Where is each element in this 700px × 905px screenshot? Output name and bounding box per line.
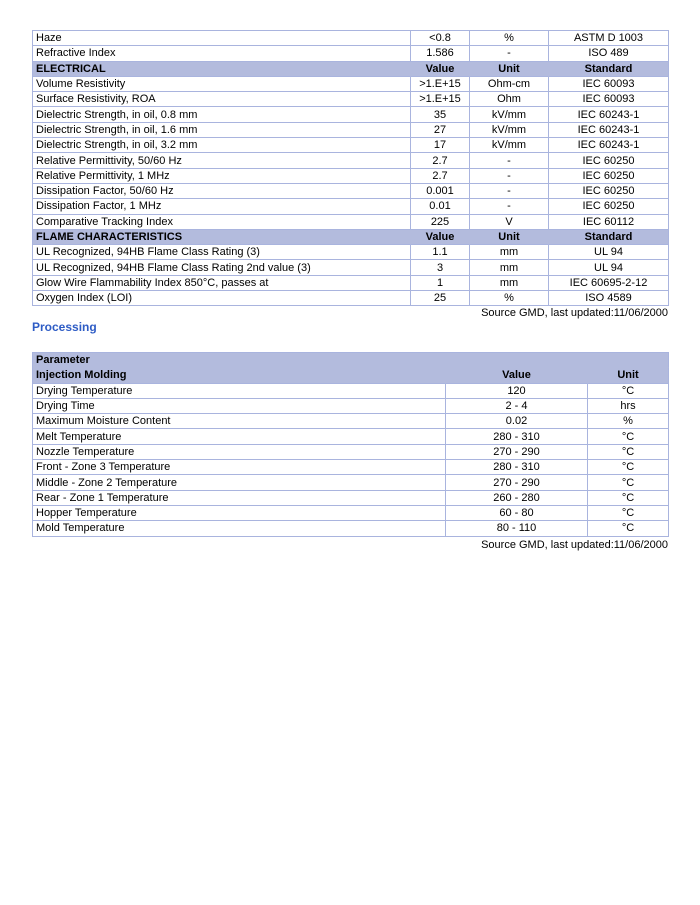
- table-row: [33, 46, 669, 61]
- value-cell: >1.E+15: [411, 92, 470, 107]
- unit-cell: -: [470, 46, 549, 61]
- value-cell: 1.586: [411, 46, 470, 61]
- table-row: [33, 77, 669, 92]
- property-cell: Dissipation Factor, 50/60 Hz: [33, 184, 411, 199]
- value-cell: 0.02: [446, 414, 588, 429]
- standard-cell: ISO 4589: [549, 291, 669, 306]
- parameter-cell: Nozzle Temperature: [33, 445, 446, 460]
- table-row: [33, 475, 669, 490]
- processing-heading: Processing: [32, 320, 97, 334]
- unit-cell: -: [470, 184, 549, 199]
- column-header-value: Value: [446, 368, 588, 383]
- table-row: [33, 215, 669, 230]
- injection-molding-label: Injection Molding: [33, 368, 446, 383]
- table-row: [33, 245, 669, 260]
- section-title: ELECTRICAL: [33, 62, 411, 77]
- unit-cell: -: [470, 169, 549, 184]
- unit-cell: %: [470, 31, 549, 46]
- standard-cell: UL 94: [549, 245, 669, 260]
- unit-cell: mm: [470, 245, 549, 260]
- column-header-value: Value: [411, 230, 470, 245]
- properties-table: [32, 30, 669, 306]
- parameter-cell: Melt Temperature: [33, 429, 446, 444]
- parameter-cell: Front - Zone 3 Temperature: [33, 460, 446, 475]
- standard-cell: IEC 60243-1: [549, 138, 669, 153]
- source-note: Source GMD, last updated:11/06/2000: [481, 307, 668, 319]
- unit-cell: -: [470, 153, 549, 168]
- unit-cell: mm: [470, 276, 549, 291]
- value-cell: 2 - 4: [446, 399, 588, 414]
- value-cell: 25: [411, 291, 470, 306]
- unit-cell: Ohm-cm: [470, 77, 549, 92]
- table-row: [33, 31, 669, 46]
- standard-cell: IEC 60093: [549, 77, 669, 92]
- section-header-flame-characteristics: [33, 230, 669, 245]
- table-row: [33, 276, 669, 291]
- unit-cell: °C: [588, 445, 669, 460]
- column-header-unit: Unit: [470, 230, 549, 245]
- unit-cell: °C: [588, 521, 669, 536]
- standard-cell: IEC 60243-1: [549, 107, 669, 122]
- table-row: [33, 184, 669, 199]
- value-cell: 280 - 310: [446, 429, 588, 444]
- processing-header-injection-molding: [33, 368, 669, 383]
- value-cell: 3: [411, 260, 470, 275]
- value-cell: 80 - 110: [446, 521, 588, 536]
- section-title: FLAME CHARACTERISTICS: [33, 230, 411, 245]
- unit-cell: °C: [588, 475, 669, 490]
- value-cell: 0.001: [411, 184, 470, 199]
- table-row: [33, 199, 669, 214]
- table-row: [33, 291, 669, 306]
- table-row: [33, 491, 669, 506]
- standard-cell: IEC 60093: [549, 92, 669, 107]
- value-cell: 35: [411, 107, 470, 122]
- unit-cell: V: [470, 215, 549, 230]
- value-cell: >1.E+15: [411, 77, 470, 92]
- property-cell: Comparative Tracking Index: [33, 215, 411, 230]
- value-cell: 1.1: [411, 245, 470, 260]
- standard-cell: IEC 60250: [549, 184, 669, 199]
- standard-cell: IEC 60112: [549, 215, 669, 230]
- property-cell: UL Recognized, 94HB Flame Class Rating (3): [33, 245, 411, 260]
- value-cell: 280 - 310: [446, 460, 588, 475]
- unit-cell: -: [470, 199, 549, 214]
- standard-cell: ASTM D 1003: [549, 31, 669, 46]
- property-cell: Dielectric Strength, in oil, 3.2 mm: [33, 138, 411, 153]
- processing-header-parameter: [33, 353, 669, 368]
- column-header-value: Value: [411, 62, 470, 77]
- column-header-unit: Unit: [470, 62, 549, 77]
- parameter-cell: Maximum Moisture Content: [33, 414, 446, 429]
- table-row: [33, 460, 669, 475]
- value-cell: 2.7: [411, 153, 470, 168]
- parameter-cell: Rear - Zone 1 Temperature: [33, 491, 446, 506]
- value-cell: 225: [411, 215, 470, 230]
- unit-cell: °C: [588, 460, 669, 475]
- column-header-standard: Standard: [549, 230, 669, 245]
- unit-cell: °C: [588, 491, 669, 506]
- table-row: [33, 399, 669, 414]
- parameter-cell: Mold Temperature: [33, 521, 446, 536]
- table-row: [33, 445, 669, 460]
- property-cell: Surface Resistivity, ROA: [33, 92, 411, 107]
- property-cell: Oxygen Index (LOI): [33, 291, 411, 306]
- property-cell: Volume Resistivity: [33, 77, 411, 92]
- parameter-header-label: Parameter: [33, 353, 669, 368]
- value-cell: 270 - 290: [446, 475, 588, 490]
- value-cell: 60 - 80: [446, 506, 588, 521]
- unit-cell: %: [588, 414, 669, 429]
- section-header-electrical: [33, 62, 669, 77]
- parameter-cell: Drying Temperature: [33, 384, 446, 399]
- unit-cell: %: [470, 291, 549, 306]
- value-cell: 260 - 280: [446, 491, 588, 506]
- property-cell: Haze: [33, 31, 411, 46]
- property-cell: Dielectric Strength, in oil, 1.6 mm: [33, 123, 411, 138]
- value-cell: 0.01: [411, 199, 470, 214]
- value-cell: 17: [411, 138, 470, 153]
- source-note: Source GMD, last updated:11/06/2000: [481, 539, 668, 551]
- table-row: [33, 138, 669, 153]
- property-cell: Relative Permittivity, 1 MHz: [33, 169, 411, 184]
- column-header-standard: Standard: [549, 62, 669, 77]
- parameter-cell: Middle - Zone 2 Temperature: [33, 475, 446, 490]
- standard-cell: IEC 60243-1: [549, 123, 669, 138]
- table-row: [33, 92, 669, 107]
- unit-cell: °C: [588, 384, 669, 399]
- parameter-cell: Drying Time: [33, 399, 446, 414]
- table-row: [33, 107, 669, 122]
- column-header-unit: Unit: [588, 368, 669, 383]
- unit-cell: kV/mm: [470, 123, 549, 138]
- table-row: [33, 429, 669, 444]
- property-cell: Refractive Index: [33, 46, 411, 61]
- table-row: [33, 169, 669, 184]
- parameter-cell: Hopper Temperature: [33, 506, 446, 521]
- unit-cell: °C: [588, 506, 669, 521]
- property-cell: Dissipation Factor, 1 MHz: [33, 199, 411, 214]
- unit-cell: hrs: [588, 399, 669, 414]
- property-cell: UL Recognized, 94HB Flame Class Rating 2nd value (3): [33, 260, 411, 275]
- value-cell: 120: [446, 384, 588, 399]
- table-row: [33, 414, 669, 429]
- standard-cell: IEC 60250: [549, 153, 669, 168]
- value-cell: 27: [411, 123, 470, 138]
- table-row: [33, 260, 669, 275]
- table-row: [33, 123, 669, 138]
- standard-cell: IEC 60250: [549, 169, 669, 184]
- value-cell: 1: [411, 276, 470, 291]
- value-cell: 270 - 290: [446, 445, 588, 460]
- property-cell: Glow Wire Flammability Index 850°C, passes at: [33, 276, 411, 291]
- unit-cell: Ohm: [470, 92, 549, 107]
- standard-cell: IEC 60250: [549, 199, 669, 214]
- unit-cell: °C: [588, 429, 669, 444]
- unit-cell: mm: [470, 260, 549, 275]
- standard-cell: ISO 489: [549, 46, 669, 61]
- unit-cell: kV/mm: [470, 107, 549, 122]
- standard-cell: UL 94: [549, 260, 669, 275]
- table-row: [33, 506, 669, 521]
- value-cell: <0.8: [411, 31, 470, 46]
- table-row: [33, 153, 669, 168]
- unit-cell: kV/mm: [470, 138, 549, 153]
- processing-table: [32, 352, 669, 537]
- value-cell: 2.7: [411, 169, 470, 184]
- property-cell: Dielectric Strength, in oil, 0.8 mm: [33, 107, 411, 122]
- standard-cell: IEC 60695-2-12: [549, 276, 669, 291]
- table-row: [33, 384, 669, 399]
- property-cell: Relative Permittivity, 50/60 Hz: [33, 153, 411, 168]
- table-row: [33, 521, 669, 536]
